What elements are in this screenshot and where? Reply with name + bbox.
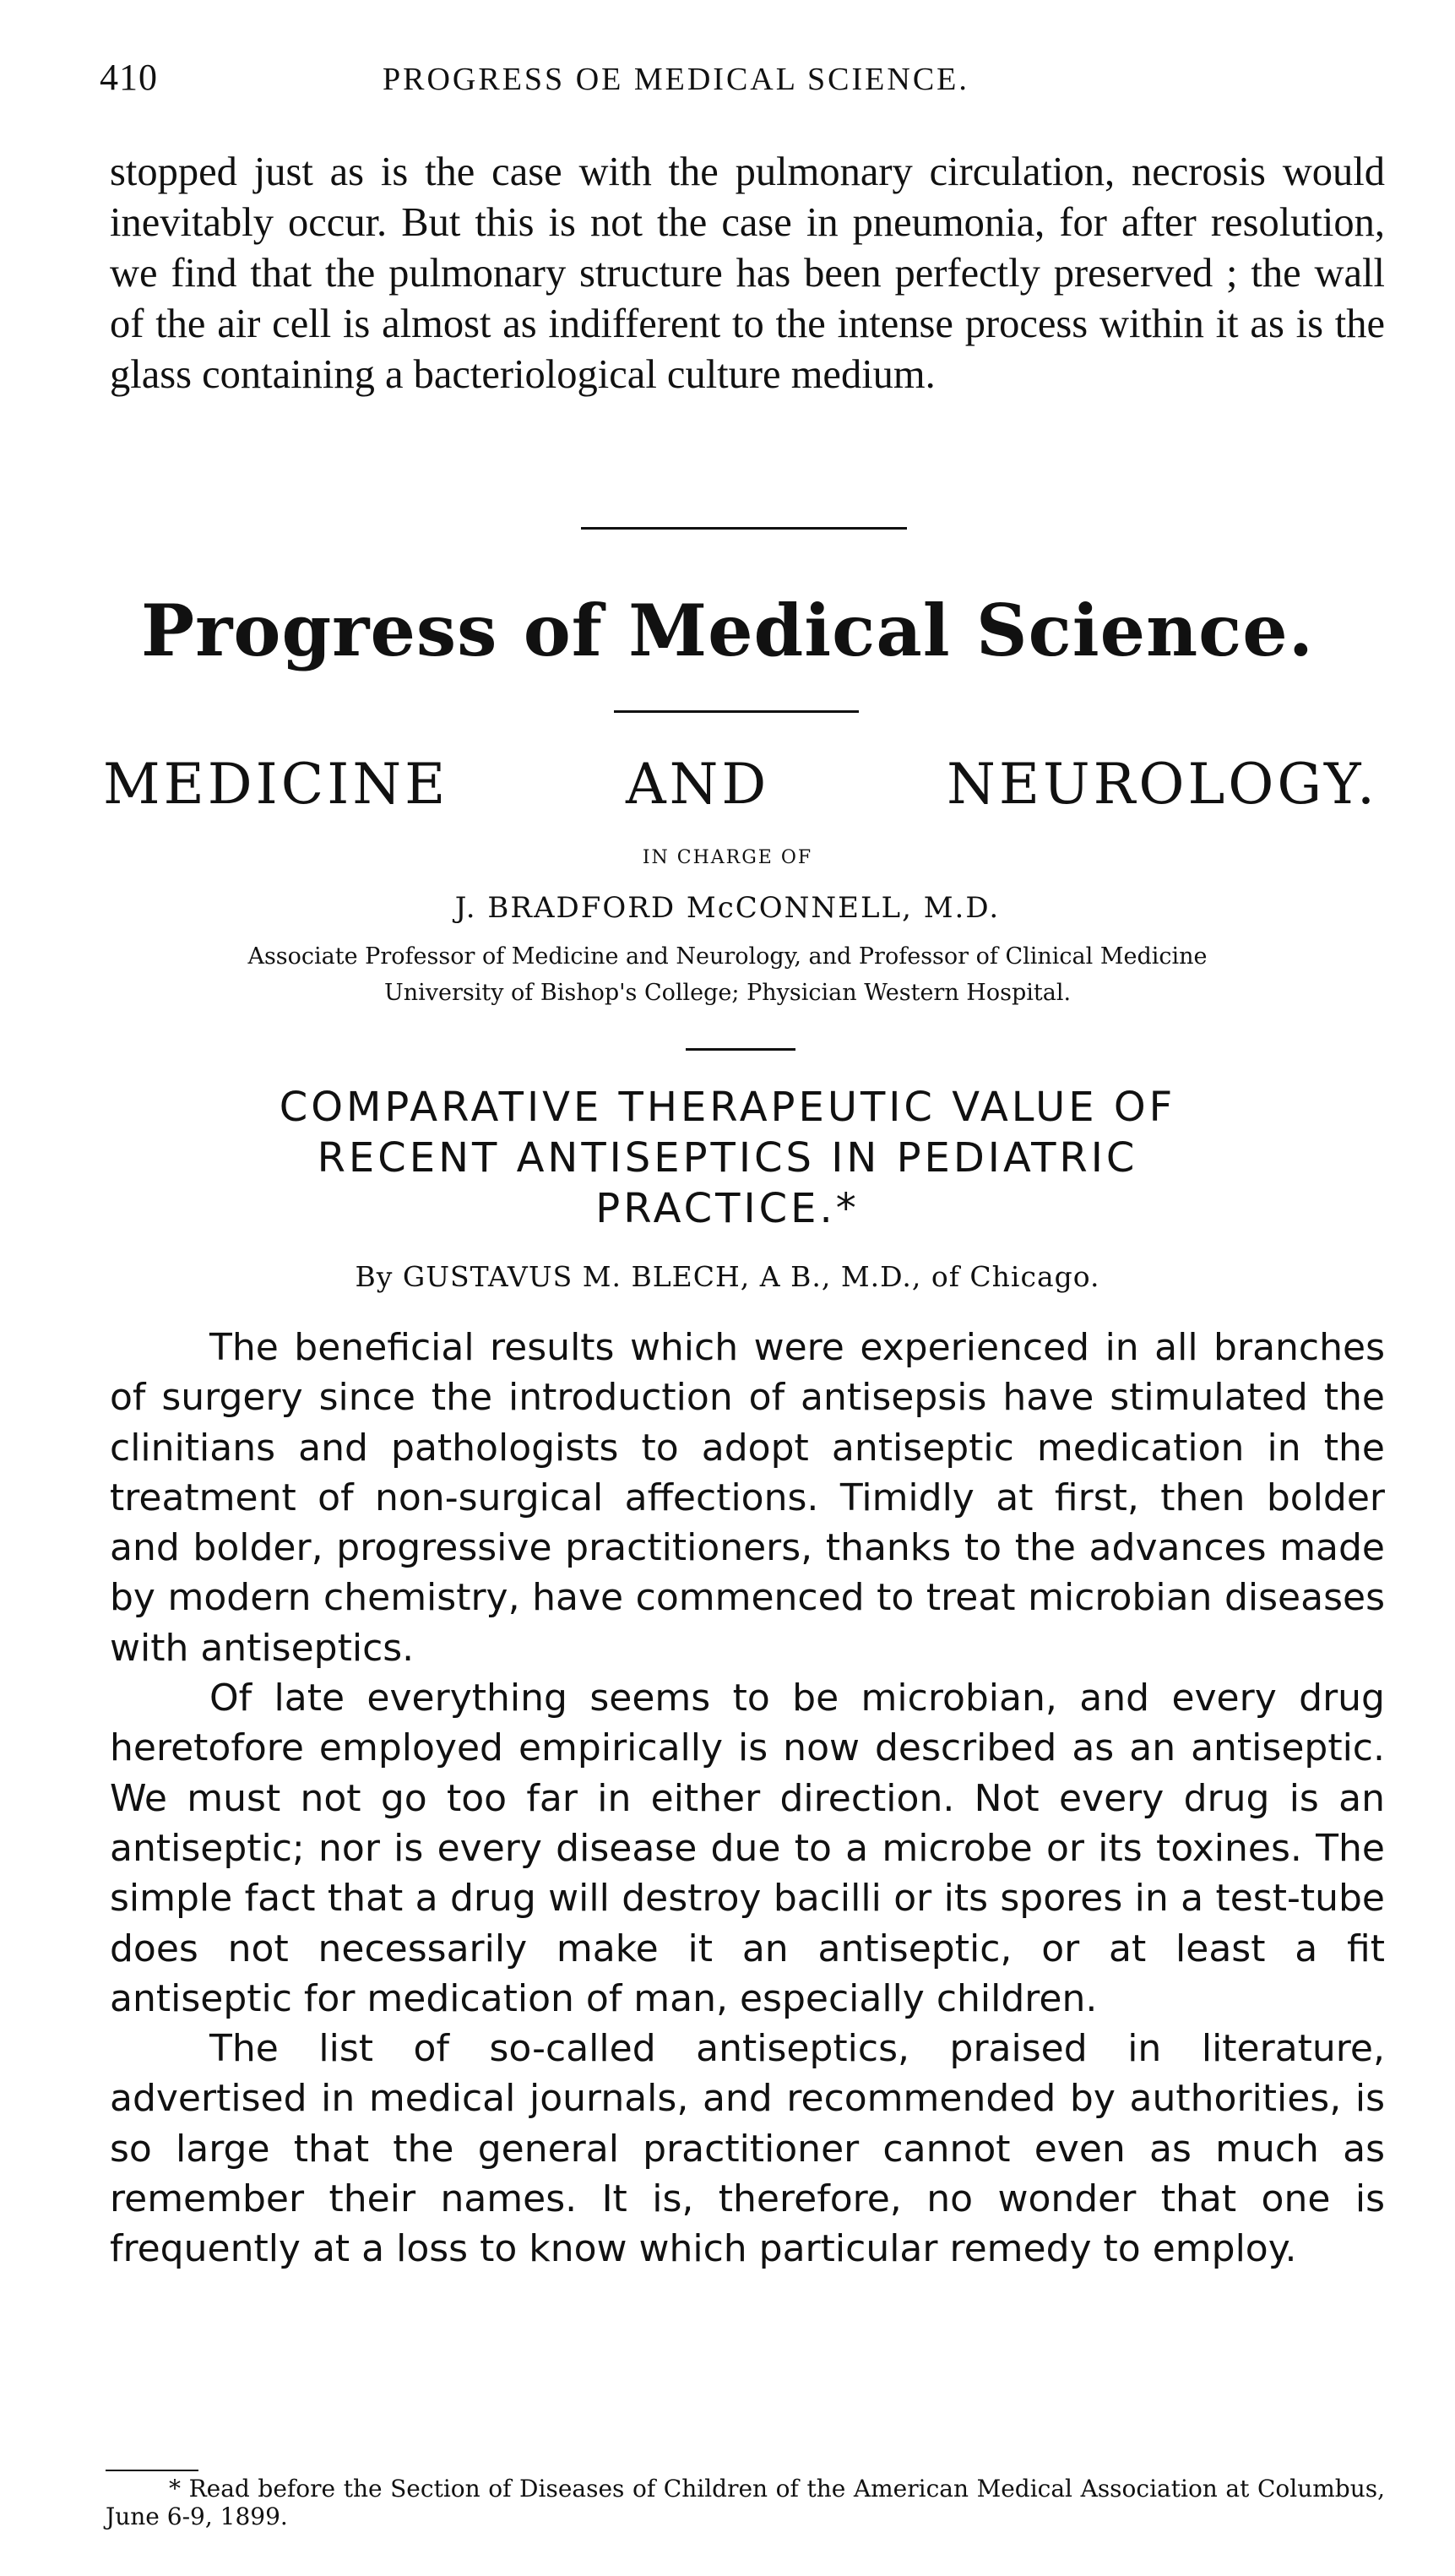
article-paragraph: The beneficial results which were experienced in all branches of surgery since the introduction of antisepsis have stimulated the clinitians and pathologists to adopt antiseptic medication in the treatment of non-surgical affections. Timidly at first, then bolder and bolder, progressive practitioners, thanks to the advances made by modern chemistry, have commenced to treat microbian diseases with antiseptics. — [110, 1326, 1385, 1670]
article-paragraph: Of late everything seems to be microbian, and every drug heretofore employed empirically is now described as an antiseptic. We must not go too far in either direction. Not every drug is an antiseptic; nor is every disease due to a microbe or its toxines. The simple fact that a drug will destroy bacilli or its spores in a test-tube does not necessarily make it an antiseptic, or at least a fit antiseptic for medication of man, especially children. — [110, 1677, 1385, 2020]
intro-paragraph: stopped just as is the case with the pulmonary circulation, necrosis would inevitably occur. But this is not the case in pneumonia, for after resolution, we find that the pulmonary structure has been perfectly preserved ; the wall of the air cell is almost as indifferent to the intense process within it as is the glass containing a bacteriological culture medium. — [110, 149, 1385, 397]
department-title: Progress of Medical Science. — [141, 589, 1314, 672]
article-paragraph: The list of so-called antiseptics, praised in literature, advertised in medical journals, and recommended by authorities, is so large that the general practitioner cannot even as much as remember their names. It is, therefore, no wonder that one is frequently at a loss to know which particular remedy to employ. — [110, 2027, 1385, 2271]
running-head — [100, 56, 1366, 106]
page-number: 410 — [100, 57, 158, 98]
footnote: * Read before the Section of Diseases of Children of the American Medical Association at Columbus, June 6-9, 1899. — [106, 2475, 1385, 2530]
article-byline: By GUSTAVUS M. BLECH, A B., M.D., of Chicago. — [355, 1260, 1100, 1293]
section-divider — [581, 527, 907, 530]
editor-name: J. BRADFORD McCONNELL, M.D. — [454, 891, 1001, 925]
in-charge-label: IN CHARGE OF — [642, 847, 813, 868]
running-title: PROGRESS OE MEDICAL SCIENCE. — [383, 62, 969, 97]
article-body — [110, 1323, 1385, 2274]
section-heading: MEDICINE AND NEUROLOGY. — [103, 752, 1378, 817]
affiliation-rule — [686, 1048, 795, 1051]
editor-affiliation-line-1: Associate Professor of Medicine and Neurology, and Professor of Clinical Medicine — [247, 943, 1208, 970]
editor-affiliation-line-2: University of Bishop's College; Physician Western Hospital. — [383, 980, 1072, 1006]
article-title-line-3: PRACTICE.* — [595, 1185, 860, 1232]
title-rule — [614, 710, 859, 713]
article-title-line-2: RECENT ANTISEPTICS IN PEDIATRIC — [317, 1134, 1138, 1182]
footnote-rule — [106, 2470, 198, 2471]
article-title-line-1: COMPARATIVE THERAPEUTIC VALUE OF — [279, 1084, 1176, 1131]
